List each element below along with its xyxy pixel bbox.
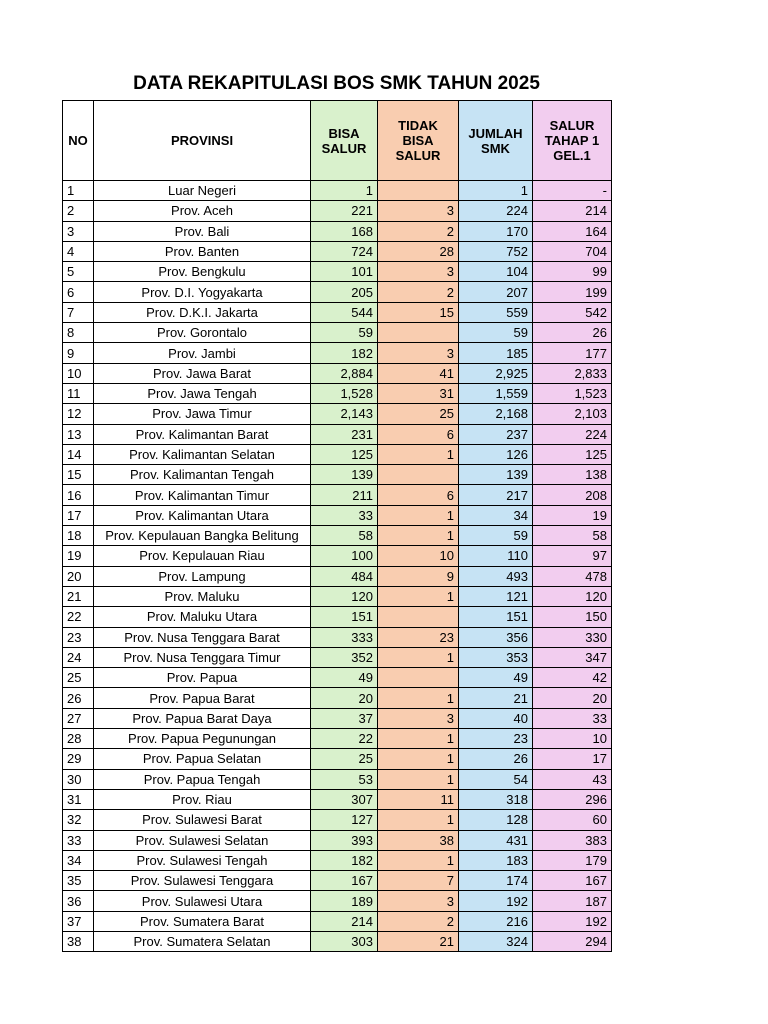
cell-salur-tahap: 17 [533, 749, 612, 769]
cell-no: 19 [63, 546, 94, 566]
cell-salur-tahap: 187 [533, 891, 612, 911]
table-row [63, 221, 612, 241]
cell-salur-tahap: 1,523 [533, 383, 612, 403]
cell-no: 17 [63, 505, 94, 525]
cell-salur-tahap: 2,103 [533, 404, 612, 424]
cell-jumlah-smk: 185 [459, 343, 533, 363]
cell-tidak-bisa-salur: 38 [378, 830, 459, 850]
table-row [63, 323, 612, 343]
cell-bisa-salur: 182 [311, 850, 378, 870]
cell-provinsi: Prov. Kepulauan Bangka Belitung [94, 526, 311, 546]
cell-provinsi: Prov. Papua Tengah [94, 769, 311, 789]
cell-salur-tahap: 99 [533, 262, 612, 282]
cell-bisa-salur: 168 [311, 221, 378, 241]
cell-salur-tahap: 704 [533, 241, 612, 261]
table-row [63, 404, 612, 424]
cell-bisa-salur: 37 [311, 708, 378, 728]
cell-jumlah-smk: 2,925 [459, 363, 533, 383]
table-row [63, 505, 612, 525]
cell-provinsi: Luar Negeri [94, 181, 311, 201]
cell-jumlah-smk: 224 [459, 201, 533, 221]
cell-no: 14 [63, 444, 94, 464]
cell-no: 4 [63, 241, 94, 261]
table-row [63, 566, 612, 586]
cell-provinsi: Prov. Sulawesi Utara [94, 891, 311, 911]
table-row [63, 647, 612, 667]
cell-provinsi: Prov. Papua [94, 668, 311, 688]
table-row [63, 424, 612, 444]
cell-tidak-bisa-salur: 2 [378, 282, 459, 302]
cell-tidak-bisa-salur: 10 [378, 546, 459, 566]
cell-no: 9 [63, 343, 94, 363]
cell-no: 33 [63, 830, 94, 850]
cell-jumlah-smk: 34 [459, 505, 533, 525]
cell-no: 34 [63, 850, 94, 870]
cell-provinsi: Prov. Sulawesi Tengah [94, 850, 311, 870]
cell-no: 5 [63, 262, 94, 282]
header-row [63, 101, 612, 181]
cell-bisa-salur: 1 [311, 181, 378, 201]
recap-table [62, 100, 612, 952]
cell-salur-tahap: 26 [533, 323, 612, 343]
cell-jumlah-smk: 217 [459, 485, 533, 505]
cell-jumlah-smk: 207 [459, 282, 533, 302]
cell-jumlah-smk: 318 [459, 789, 533, 809]
cell-tidak-bisa-salur: 6 [378, 485, 459, 505]
cell-jumlah-smk: 23 [459, 729, 533, 749]
cell-salur-tahap: 150 [533, 607, 612, 627]
cell-tidak-bisa-salur: 1 [378, 688, 459, 708]
cell-provinsi: Prov. Jambi [94, 343, 311, 363]
cell-bisa-salur: 1,528 [311, 383, 378, 403]
cell-provinsi: Prov. Papua Pegunungan [94, 729, 311, 749]
cell-tidak-bisa-salur: 11 [378, 789, 459, 809]
cell-salur-tahap: 294 [533, 931, 612, 951]
cell-tidak-bisa-salur: 3 [378, 262, 459, 282]
cell-salur-tahap: 167 [533, 871, 612, 891]
cell-bisa-salur: 182 [311, 343, 378, 363]
cell-salur-tahap: 383 [533, 830, 612, 850]
cell-salur-tahap: 138 [533, 465, 612, 485]
cell-bisa-salur: 307 [311, 789, 378, 809]
table-row [63, 749, 612, 769]
cell-jumlah-smk: 183 [459, 850, 533, 870]
cell-tidak-bisa-salur: 2 [378, 911, 459, 931]
cell-no: 6 [63, 282, 94, 302]
cell-provinsi: Prov. Papua Selatan [94, 749, 311, 769]
cell-provinsi: Prov. Sulawesi Selatan [94, 830, 311, 850]
cell-salur-tahap: 10 [533, 729, 612, 749]
cell-bisa-salur: 151 [311, 607, 378, 627]
cell-no: 22 [63, 607, 94, 627]
cell-no: 27 [63, 708, 94, 728]
table-row [63, 343, 612, 363]
cell-salur-tahap: 125 [533, 444, 612, 464]
cell-tidak-bisa-salur: 1 [378, 586, 459, 606]
cell-tidak-bisa-salur: 31 [378, 383, 459, 403]
cell-salur-tahap: 43 [533, 769, 612, 789]
header-salur-tahap: SALUR TAHAP 1 GEL.1 [533, 101, 612, 181]
cell-bisa-salur: 20 [311, 688, 378, 708]
cell-provinsi: Prov. Papua Barat Daya [94, 708, 311, 728]
cell-jumlah-smk: 49 [459, 668, 533, 688]
cell-no: 23 [63, 627, 94, 647]
cell-bisa-salur: 211 [311, 485, 378, 505]
table-row [63, 729, 612, 749]
cell-no: 15 [63, 465, 94, 485]
cell-jumlah-smk: 128 [459, 810, 533, 830]
cell-tidak-bisa-salur: 3 [378, 343, 459, 363]
cell-bisa-salur: 125 [311, 444, 378, 464]
table-row [63, 871, 612, 891]
cell-bisa-salur: 544 [311, 302, 378, 322]
cell-jumlah-smk: 126 [459, 444, 533, 464]
cell-bisa-salur: 352 [311, 647, 378, 667]
cell-no: 18 [63, 526, 94, 546]
cell-jumlah-smk: 1 [459, 181, 533, 201]
cell-bisa-salur: 100 [311, 546, 378, 566]
cell-jumlah-smk: 151 [459, 607, 533, 627]
cell-no: 16 [63, 485, 94, 505]
cell-jumlah-smk: 40 [459, 708, 533, 728]
cell-jumlah-smk: 324 [459, 931, 533, 951]
cell-no: 25 [63, 668, 94, 688]
table-row [63, 789, 612, 809]
table-row [63, 810, 612, 830]
cell-jumlah-smk: 2,168 [459, 404, 533, 424]
cell-salur-tahap: 542 [533, 302, 612, 322]
cell-salur-tahap: 177 [533, 343, 612, 363]
cell-no: 8 [63, 323, 94, 343]
cell-salur-tahap: 19 [533, 505, 612, 525]
cell-tidak-bisa-salur: 21 [378, 931, 459, 951]
cell-tidak-bisa-salur: 1 [378, 749, 459, 769]
cell-tidak-bisa-salur: 1 [378, 647, 459, 667]
table-row [63, 465, 612, 485]
cell-no: 12 [63, 404, 94, 424]
cell-bisa-salur: 101 [311, 262, 378, 282]
cell-bisa-salur: 53 [311, 769, 378, 789]
cell-no: 7 [63, 302, 94, 322]
table-row [63, 302, 612, 322]
cell-jumlah-smk: 139 [459, 465, 533, 485]
cell-no: 13 [63, 424, 94, 444]
table-row [63, 201, 612, 221]
table-row [63, 769, 612, 789]
cell-salur-tahap: 330 [533, 627, 612, 647]
cell-provinsi: Prov. Banten [94, 241, 311, 261]
header-jumlah-smk: JUMLAH SMK [459, 101, 533, 181]
table-row [63, 282, 612, 302]
cell-jumlah-smk: 54 [459, 769, 533, 789]
cell-salur-tahap: 120 [533, 586, 612, 606]
cell-no: 21 [63, 586, 94, 606]
cell-jumlah-smk: 59 [459, 323, 533, 343]
cell-jumlah-smk: 752 [459, 241, 533, 261]
table-row [63, 607, 612, 627]
cell-provinsi: Prov. Sumatera Selatan [94, 931, 311, 951]
cell-bisa-salur: 22 [311, 729, 378, 749]
cell-tidak-bisa-salur: 1 [378, 505, 459, 525]
cell-provinsi: Prov. D.I. Yogyakarta [94, 282, 311, 302]
cell-provinsi: Prov. Bengkulu [94, 262, 311, 282]
cell-tidak-bisa-salur: 1 [378, 810, 459, 830]
cell-bisa-salur: 333 [311, 627, 378, 647]
cell-salur-tahap: 20 [533, 688, 612, 708]
cell-tidak-bisa-salur: 23 [378, 627, 459, 647]
cell-tidak-bisa-salur: 15 [378, 302, 459, 322]
cell-provinsi: Prov. Kalimantan Barat [94, 424, 311, 444]
cell-bisa-salur: 214 [311, 911, 378, 931]
page-title: DATA REKAPITULASI BOS SMK TAHUN 2025 [133, 73, 540, 94]
table-row [63, 444, 612, 464]
table-row [63, 181, 612, 201]
cell-provinsi: Prov. Bali [94, 221, 311, 241]
table-row [63, 850, 612, 870]
cell-tidak-bisa-salur [378, 465, 459, 485]
cell-no: 24 [63, 647, 94, 667]
header-bisa-salur: BISA SALUR [311, 101, 378, 181]
cell-salur-tahap: 179 [533, 850, 612, 870]
table-row [63, 586, 612, 606]
cell-provinsi: Prov. Maluku [94, 586, 311, 606]
cell-salur-tahap: 58 [533, 526, 612, 546]
cell-bisa-salur: 393 [311, 830, 378, 850]
cell-bisa-salur: 231 [311, 424, 378, 444]
cell-tidak-bisa-salur [378, 668, 459, 688]
cell-tidak-bisa-salur: 3 [378, 891, 459, 911]
cell-no: 29 [63, 749, 94, 769]
cell-salur-tahap: 296 [533, 789, 612, 809]
cell-jumlah-smk: 59 [459, 526, 533, 546]
table-row [63, 363, 612, 383]
cell-tidak-bisa-salur: 3 [378, 201, 459, 221]
cell-no: 1 [63, 181, 94, 201]
cell-salur-tahap: 2,833 [533, 363, 612, 383]
cell-no: 31 [63, 789, 94, 809]
cell-no: 11 [63, 383, 94, 403]
table-row [63, 668, 612, 688]
cell-tidak-bisa-salur: 2 [378, 221, 459, 241]
cell-no: 10 [63, 363, 94, 383]
cell-provinsi: Prov. Riau [94, 789, 311, 809]
cell-no: 28 [63, 729, 94, 749]
cell-bisa-salur: 120 [311, 586, 378, 606]
cell-bisa-salur: 303 [311, 931, 378, 951]
cell-salur-tahap: 192 [533, 911, 612, 931]
cell-salur-tahap: 33 [533, 708, 612, 728]
cell-tidak-bisa-salur [378, 607, 459, 627]
table-row [63, 911, 612, 931]
cell-bisa-salur: 127 [311, 810, 378, 830]
cell-provinsi: Prov. Kalimantan Selatan [94, 444, 311, 464]
cell-provinsi: Prov. Sulawesi Tenggara [94, 871, 311, 891]
cell-provinsi: Prov. Lampung [94, 566, 311, 586]
cell-provinsi: Prov. Jawa Tengah [94, 383, 311, 403]
cell-tidak-bisa-salur [378, 181, 459, 201]
cell-no: 32 [63, 810, 94, 830]
cell-jumlah-smk: 237 [459, 424, 533, 444]
cell-jumlah-smk: 1,559 [459, 383, 533, 403]
cell-tidak-bisa-salur: 7 [378, 871, 459, 891]
header-no: NO [63, 101, 94, 181]
cell-provinsi: Prov. Papua Barat [94, 688, 311, 708]
cell-tidak-bisa-salur: 3 [378, 708, 459, 728]
cell-salur-tahap: 214 [533, 201, 612, 221]
cell-provinsi: Prov. Gorontalo [94, 323, 311, 343]
cell-bisa-salur: 484 [311, 566, 378, 586]
cell-salur-tahap: 97 [533, 546, 612, 566]
cell-jumlah-smk: 170 [459, 221, 533, 241]
table-row [63, 526, 612, 546]
cell-provinsi: Prov. Sulawesi Barat [94, 810, 311, 830]
cell-bisa-salur: 49 [311, 668, 378, 688]
cell-no: 36 [63, 891, 94, 911]
cell-salur-tahap: 42 [533, 668, 612, 688]
cell-provinsi: Prov. Maluku Utara [94, 607, 311, 627]
table-body [63, 181, 612, 952]
cell-jumlah-smk: 21 [459, 688, 533, 708]
cell-bisa-salur: 58 [311, 526, 378, 546]
cell-jumlah-smk: 174 [459, 871, 533, 891]
cell-provinsi: Prov. D.K.I. Jakarta [94, 302, 311, 322]
cell-tidak-bisa-salur: 1 [378, 769, 459, 789]
cell-bisa-salur: 2,143 [311, 404, 378, 424]
cell-tidak-bisa-salur: 6 [378, 424, 459, 444]
cell-provinsi: Prov. Jawa Timur [94, 404, 311, 424]
cell-bisa-salur: 2,884 [311, 363, 378, 383]
cell-provinsi: Prov. Kalimantan Tengah [94, 465, 311, 485]
cell-salur-tahap: 208 [533, 485, 612, 505]
cell-no: 26 [63, 688, 94, 708]
table-row [63, 688, 612, 708]
cell-jumlah-smk: 493 [459, 566, 533, 586]
cell-salur-tahap: 164 [533, 221, 612, 241]
cell-jumlah-smk: 110 [459, 546, 533, 566]
cell-salur-tahap: - [533, 181, 612, 201]
cell-bisa-salur: 167 [311, 871, 378, 891]
cell-tidak-bisa-salur: 41 [378, 363, 459, 383]
cell-jumlah-smk: 353 [459, 647, 533, 667]
table-row [63, 891, 612, 911]
cell-tidak-bisa-salur: 1 [378, 729, 459, 749]
cell-jumlah-smk: 192 [459, 891, 533, 911]
cell-no: 35 [63, 871, 94, 891]
cell-bisa-salur: 189 [311, 891, 378, 911]
cell-jumlah-smk: 104 [459, 262, 533, 282]
cell-tidak-bisa-salur: 25 [378, 404, 459, 424]
cell-salur-tahap: 60 [533, 810, 612, 830]
cell-jumlah-smk: 431 [459, 830, 533, 850]
cell-no: 20 [63, 566, 94, 586]
table-row [63, 627, 612, 647]
cell-provinsi: Prov. Nusa Tenggara Timur [94, 647, 311, 667]
cell-tidak-bisa-salur: 9 [378, 566, 459, 586]
cell-provinsi: Prov. Jawa Barat [94, 363, 311, 383]
cell-jumlah-smk: 356 [459, 627, 533, 647]
cell-bisa-salur: 724 [311, 241, 378, 261]
cell-provinsi: Prov. Aceh [94, 201, 311, 221]
cell-jumlah-smk: 559 [459, 302, 533, 322]
cell-no: 38 [63, 931, 94, 951]
cell-bisa-salur: 59 [311, 323, 378, 343]
cell-jumlah-smk: 121 [459, 586, 533, 606]
table-row [63, 485, 612, 505]
cell-bisa-salur: 221 [311, 201, 378, 221]
cell-tidak-bisa-salur: 1 [378, 444, 459, 464]
cell-no: 2 [63, 201, 94, 221]
cell-tidak-bisa-salur: 28 [378, 241, 459, 261]
cell-bisa-salur: 25 [311, 749, 378, 769]
cell-tidak-bisa-salur [378, 323, 459, 343]
cell-provinsi: Prov. Sumatera Barat [94, 911, 311, 931]
cell-provinsi: Prov. Kalimantan Utara [94, 505, 311, 525]
cell-tidak-bisa-salur: 1 [378, 850, 459, 870]
cell-tidak-bisa-salur: 1 [378, 526, 459, 546]
cell-salur-tahap: 199 [533, 282, 612, 302]
header-provinsi: PROVINSI [94, 101, 311, 181]
cell-jumlah-smk: 216 [459, 911, 533, 931]
cell-salur-tahap: 224 [533, 424, 612, 444]
cell-salur-tahap: 478 [533, 566, 612, 586]
table-row [63, 708, 612, 728]
cell-bisa-salur: 33 [311, 505, 378, 525]
table-row [63, 241, 612, 261]
table-row [63, 546, 612, 566]
cell-bisa-salur: 139 [311, 465, 378, 485]
table-row [63, 383, 612, 403]
cell-no: 30 [63, 769, 94, 789]
cell-provinsi: Prov. Kepulauan Riau [94, 546, 311, 566]
table-row [63, 931, 612, 951]
cell-bisa-salur: 205 [311, 282, 378, 302]
cell-provinsi: Prov. Nusa Tenggara Barat [94, 627, 311, 647]
header-tidak-bisa-salur: TIDAK BISA SALUR [378, 101, 459, 181]
cell-no: 37 [63, 911, 94, 931]
table-row [63, 830, 612, 850]
cell-no: 3 [63, 221, 94, 241]
cell-jumlah-smk: 26 [459, 749, 533, 769]
table-row [63, 262, 612, 282]
cell-provinsi: Prov. Kalimantan Timur [94, 485, 311, 505]
cell-salur-tahap: 347 [533, 647, 612, 667]
